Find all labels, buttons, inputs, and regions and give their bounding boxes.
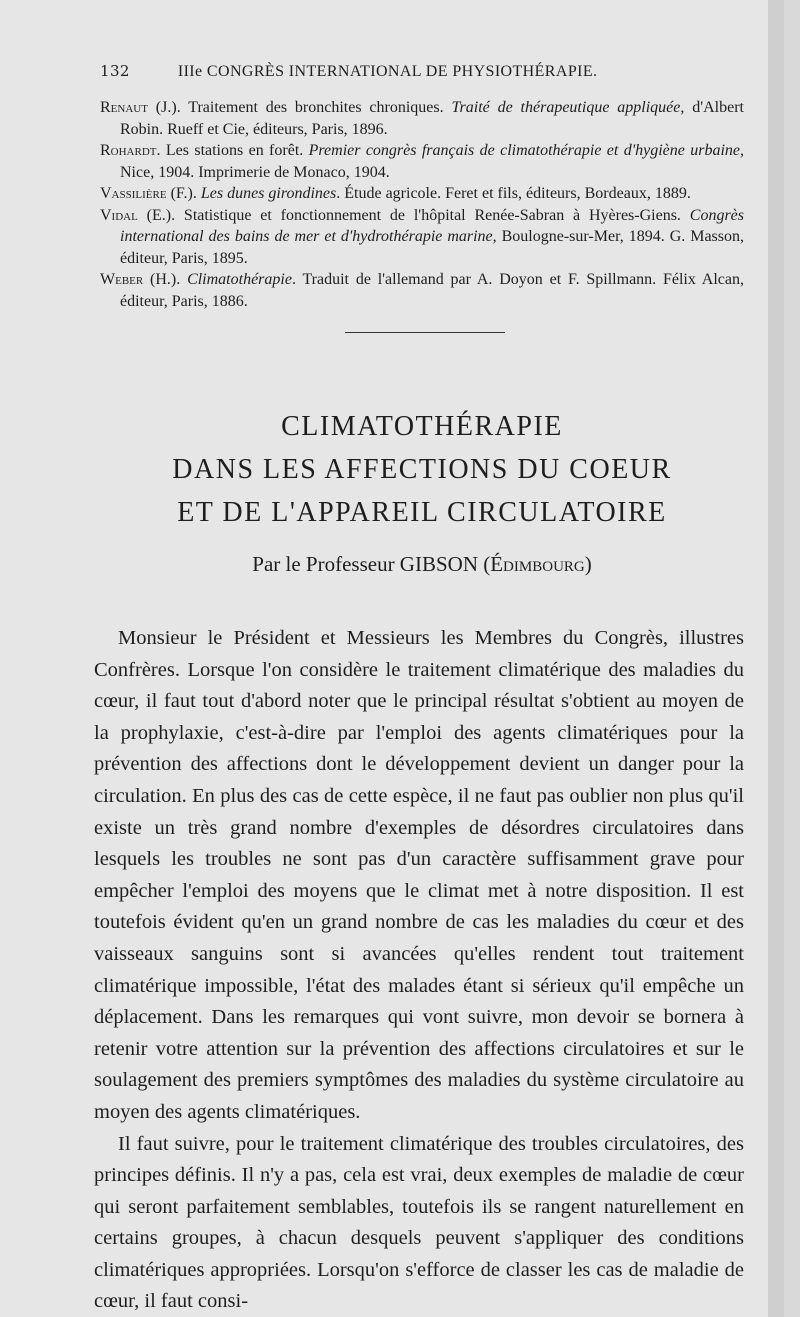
page-number: 132 <box>100 62 130 80</box>
title-line: CLIMATOTHÉRAPIE <box>281 411 563 442</box>
reference-author: Vidal <box>100 206 138 224</box>
title-line: DANS LES AFFECTIONS DU COEUR <box>172 454 672 485</box>
reference-author: Renaut <box>100 99 148 116</box>
reference-author: Vassilière <box>100 185 167 202</box>
page-edge <box>768 0 784 1317</box>
body-paragraph: Il faut suivre, pour le traitement climatérique des troubles circulatoires, des principes définis. Il n'y a pas, cela est vrai, deux exemples de maladie de cœur qui seront parfaitement semblables, toutefois ils se rangent naturellement en certains groupes, à chacun desquels peuvent s'appliquer des conditions climatériques appropriées. Lorsqu'on s'efforce de classer les cas de maladie de cœur, il faut consi- <box>94 1132 744 1313</box>
reference-item: Vidal (E.). Statistique et fonctionnement de l'hôpital Renée-Sabran à Hyères-Giens. Congrès international des bains de mer et d'hydrothérapie marine, Boulogne-sur-Mer, 1894. G. Masson, éditeur, Paris, 1895. <box>100 206 745 267</box>
reference-author: Weber <box>100 271 144 288</box>
author-city: Édimbourg <box>490 552 585 576</box>
reference-item: Renaut (J.). Traitement des bronchites chroniques. Traité de thérapeutique appliquée, d'Albert Robin. Rueff et Cie, éditeurs, Paris, 1896. <box>100 99 744 138</box>
reference-author: Rohardt <box>100 142 157 159</box>
reference-list <box>100 97 744 312</box>
author-byline: Par le Professeur GIBSON (Édimbourg) <box>252 552 592 576</box>
article-title <box>100 405 744 534</box>
reference-item: Weber (H.). Climatothérapie. Traduit de l'allemand par A. Doyon et F. Spillmann. Félix Alcan, éditeur, Paris, 1886. <box>100 271 745 310</box>
section-divider <box>345 332 505 333</box>
article-body <box>94 623 744 1317</box>
title-line: ET DE L'APPAREIL CIRCULATOIRE <box>177 497 667 528</box>
reference-item: Vassilière (F.). Les dunes girondines. Étude agricole. Feret et fils, éditeurs, Bordeaux, 1889. <box>100 185 691 202</box>
body-paragraph: Monsieur le Président et Messieurs les Membres du Congrès, illustres Confrères. Lorsque l'on considère le traitement climatérique des maladies du cœur, il faut tout d'abord noter que le principal résultat s'obtient au moyen de la prophylaxie, c'est-à-dire par l'emploi des agents climatériques pour la prévention des affections dont le développement devient un danger pour la circulation. En plus des cas de cette espèce, il ne faut pas oublier non plus qu'il existe un très grand nombre d'exemples de désordres circulatoires dans lesquels les troubles ne sont pas d'un caractère suffisamment grave pour empêcher l'emploi des moyens que le climat met à notre disposition. Il est toutefois évident qu'en un grand nombre de cas les maladies du cœur et des vaisseaux sanguins sont si avancées qu'elles rendent tout traitement climatérique impossible, l'état des malades étant si sérieux qu'il empêche un déplacement. Dans les remarques qui vont suivre, mon devoir se bornera à retenir votre attention sur la prévention des affections circulatoires et sur le soulagement des premiers symptômes des maladies du système circulatoire au moyen des agents climatériques. <box>94 627 744 1123</box>
running-title: IIIe CONGRÈS INTERNATIONAL DE PHYSIOTHÉRAPIE. <box>177 63 598 80</box>
reference-item: Rohardt. Les stations en forêt. Premier congrès français de climatothérapie et d'hygiène urbaine, Nice, 1904. Imprimerie de Monaco, 1904. <box>100 142 745 181</box>
running-head <box>100 62 744 81</box>
